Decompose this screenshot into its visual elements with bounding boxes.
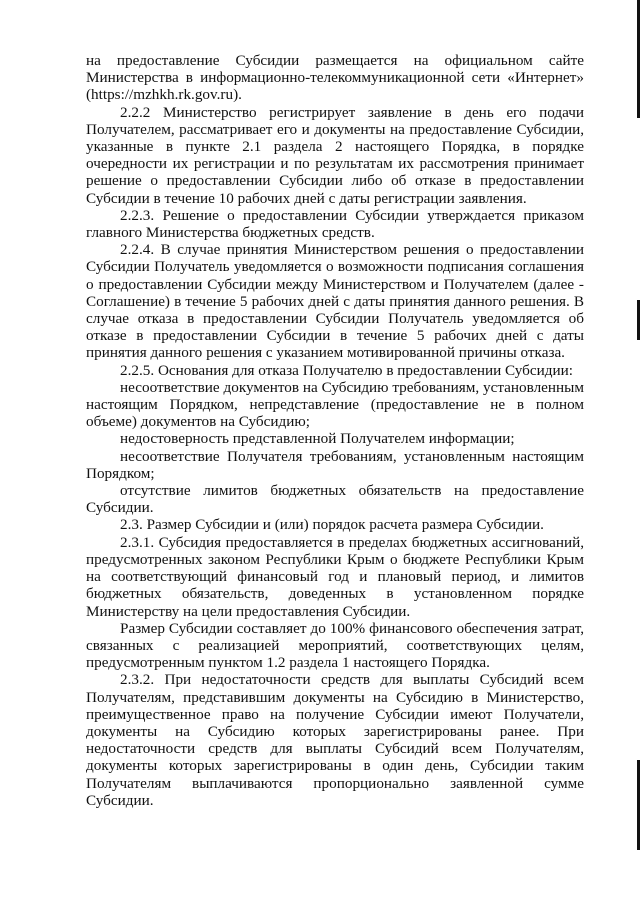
refusal-ground-no-limits: отсутствие лимитов бюджетных обязательств на предоставление Субсидии. [86, 482, 584, 517]
paragraph-website-info: на предоставление Субсидии размещается на официальном сайте Министерства в информационно-телекоммуникационной сети «Интернет» (https://mzhkh.rk.gov.ru). [86, 52, 584, 104]
paragraph-subsidy-amount: Размер Субсидии составляет до 100% финансового обеспечения затрат, связанных с реализацией мероприятий, соответствующих целям, предусмотренным пунктом 1.2 раздела 1 настоящего Порядка. [86, 619, 584, 672]
paragraph-2-3: 2.3. Размер Субсидии и (или) порядок расчета размера Субсидии. [120, 516, 544, 534]
paragraph-2-2-3: 2.2.3. Решение о предоставлении Субсидии утверждается приказом главного Министерства бюджетных средств. [86, 206, 584, 242]
paragraph-2-2-5: 2.2.5. Основания для отказа Получателю в предоставлении Субсидии: [120, 361, 573, 379]
refusal-ground-documents: несоответствие документов на Субсидию требованиям, установленным настоящим Порядком, непредставление (предоставление не в полном объеме) документов на Субсидию; [86, 378, 584, 431]
paragraph-2-2-2: 2.2.2 Министерство регистрирует заявление в день его подачи Получателем, рассматривает его и документы на предоставление Субсидии, указанные в пункте 2.1 раздела 2 настоящего Порядка, в порядке очередности их регистрации и по результатам их рассмотрения принимает решение о предоставлении Субсидии либо об отказе в предоставлении Субсидии в течение 10 рабочих дней с даты регистрации заявления. [86, 103, 584, 207]
document-body [86, 52, 584, 809]
refusal-ground-false-info: недостоверность представленной Получателем информации; [120, 430, 515, 448]
paragraph-2-3-1: 2.3.1. Субсидия предоставляется в пределах бюджетных ассигнований, предусмотренных законом Республики Крым о бюджете Республики Крым на соответствующий финансовый год и плановый период, и лимитов бюджетных обязательств, доведенных в установленном порядке Министерству на цели предоставления Субсидии. [86, 533, 584, 620]
paragraph-2-2-4: 2.2.4. В случае принятия Министерством решения о предоставлении Субсидии Получатель уведомляется о возможности подписания соглашения о предоставлении Субсидии между Министерством и Получателем (далее - Соглашение) в течение 5 рабочих дней с даты принятия данного решения. В случае отказа в предоставлении Субсидии Получатель уведомляется об отказе в предоставлении Субсидии в течение 5 рабочих дней с даты принятия данного решения с указанием мотивированной причины отказа. [86, 241, 584, 362]
paragraph-2-3-2: 2.3.2. При недостаточности средств для выплаты Субсидий всем Получателям, представившим документы на Субсидию в Министерство, преимущественное право на получение Субсидии имеют Получатели, документы на Субсидию которых зарегистрированы ранее. При недостаточности средств для выплаты Субсидий всем Получателям, документы которых зарегистрированы в один день, Субсидии таким Получателям выплачиваются пропорционально заявленной сумме Субсидии. [86, 671, 584, 809]
refusal-ground-requirements: несоответствие Получателя требованиям, установленным настоящим Порядком; [86, 447, 584, 482]
